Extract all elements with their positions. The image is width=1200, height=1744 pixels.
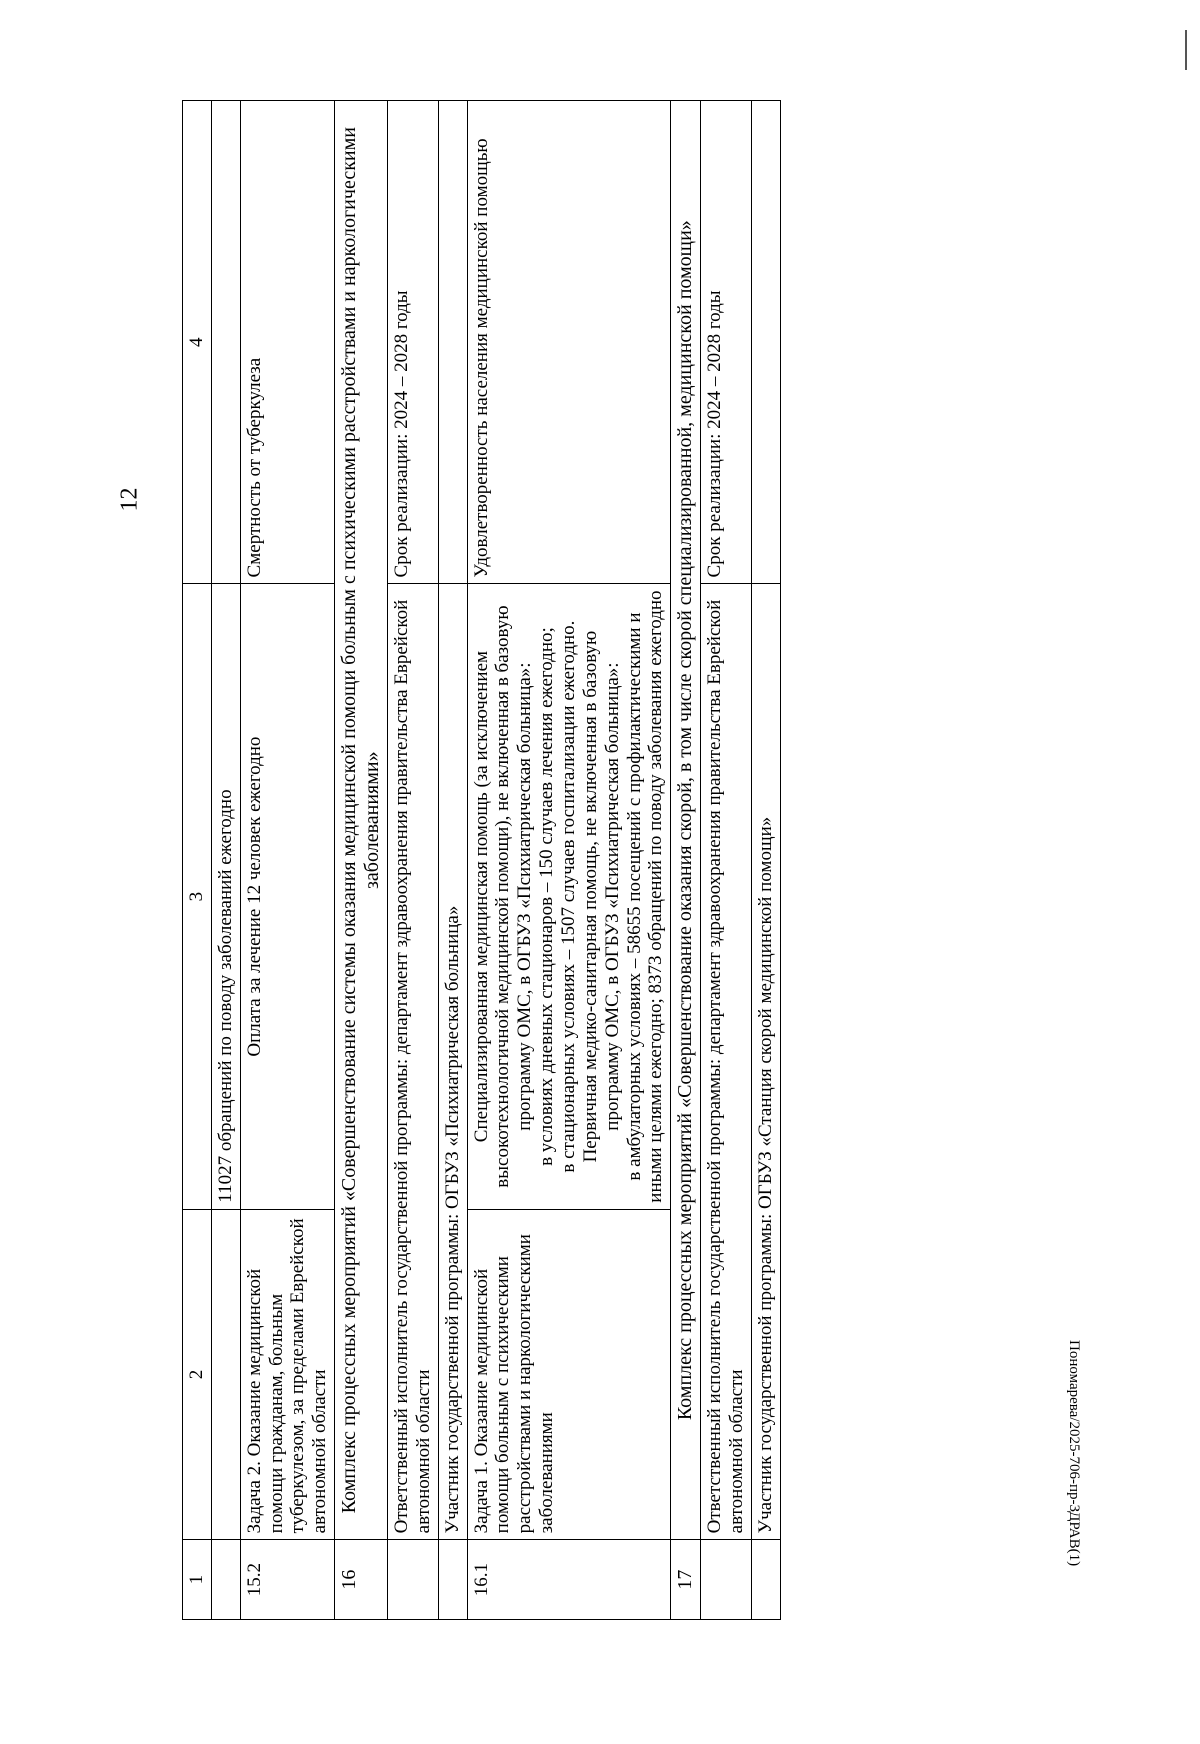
row-number: 15.2 <box>240 1540 334 1620</box>
header-col-2: 2 <box>183 1209 212 1540</box>
edge-mark <box>1185 30 1187 70</box>
task-cell: Задача 1. Оказание медицинской помощи больным с психическими расстройствами и наркологическими заболеваниями <box>467 1209 671 1540</box>
term-cell: Срок реализации: 2024 – 2028 годы <box>388 101 439 584</box>
table-row <box>701 101 752 1620</box>
header-col-4: 4 <box>183 101 212 584</box>
participant-cell: Участник государственной программы: ОГБУЗ «Станция скорой медицинской помощи» <box>751 584 780 1540</box>
result-line: в условиях дневных стационаров – 150 случаев лечения ежегодно; <box>536 627 558 1166</box>
header-col-1: 1 <box>183 1540 212 1620</box>
complex-title: Комплекс процессных мероприятий «Совершенствование системы оказания медицинской помощи больным с психическими расстройствами и наркологическими заболеваниями» <box>335 101 388 1540</box>
footer-reference: Пономарева/2025-706-пр-ЗДРАВ(1) <box>1066 1340 1082 1567</box>
participant-cell: Участник государственной программы: ОГБУЗ «Психиатрическая больница» <box>438 584 467 1540</box>
responsible-cell: Ответственный исполнитель государственной программы: департамент здравоохранения правительства Еврейской автономной области <box>388 584 439 1540</box>
row-number: 16 <box>335 1540 388 1620</box>
header-row <box>183 101 212 1620</box>
page-number: 12 <box>116 487 143 512</box>
table-row <box>388 101 439 1620</box>
table-row <box>467 101 671 1620</box>
result-line: Специализированная медицинская помощь (за исключением высокотехнологичной медицинской помощи), не включенная в базовую программу ОМС, в ОГБУЗ «Психиатрическая больница»: <box>470 605 536 1188</box>
table-row <box>211 101 240 1620</box>
header-col-3: 3 <box>183 584 212 1209</box>
continuation-text: 11027 обращений по поводу заболеваний ежегодно <box>211 584 240 1209</box>
row-number: 16.1 <box>467 1540 671 1620</box>
term-cell: Срок реализации: 2024 – 2028 годы <box>701 101 752 584</box>
program-table <box>182 100 781 1620</box>
indicator-cell: Смертность от туберкулеза <box>240 101 334 584</box>
row-number: 17 <box>671 1540 701 1620</box>
complex-title: Комплекс процессных мероприятий «Совершенствование оказания скорой, в том числе скорой специализированной, медицинской помощи» <box>671 101 701 1540</box>
task-cell: Задача 2. Оказание медицинской помощи гражданам, больным туберкулезом, за пределами Еврейской автономной области <box>240 1209 334 1540</box>
result-line: в стационарных условиях – 1507 случаев госпитализации ежегодно. <box>557 620 579 1173</box>
table-row <box>335 101 388 1620</box>
table-row <box>671 101 701 1620</box>
indicator-cell: Удовлетворенность населения медицинской помощью <box>467 101 671 584</box>
result-cell: Оплата за лечение 12 человек ежегодно <box>240 584 334 1209</box>
result-line: в амбулаторных условиях – 58655 посещений с профилактическими и иными целями ежегодно; 8373 обращений по поводу заболевания ежегодно <box>623 590 667 1203</box>
result-line: Первичная медико-санитарная помощь, не включенная в базовую программу ОМС, в ОГБУЗ «Психиатрическая больница»: <box>579 630 623 1163</box>
table-row <box>240 101 334 1620</box>
result-cell <box>467 584 671 1209</box>
rotated-table-frame <box>182 100 1042 1620</box>
table-row <box>438 101 467 1620</box>
responsible-cell: Ответственный исполнитель государственной программы: департамент здравоохранения правительства Еврейской автономной области <box>701 584 752 1540</box>
table-row <box>751 101 780 1620</box>
